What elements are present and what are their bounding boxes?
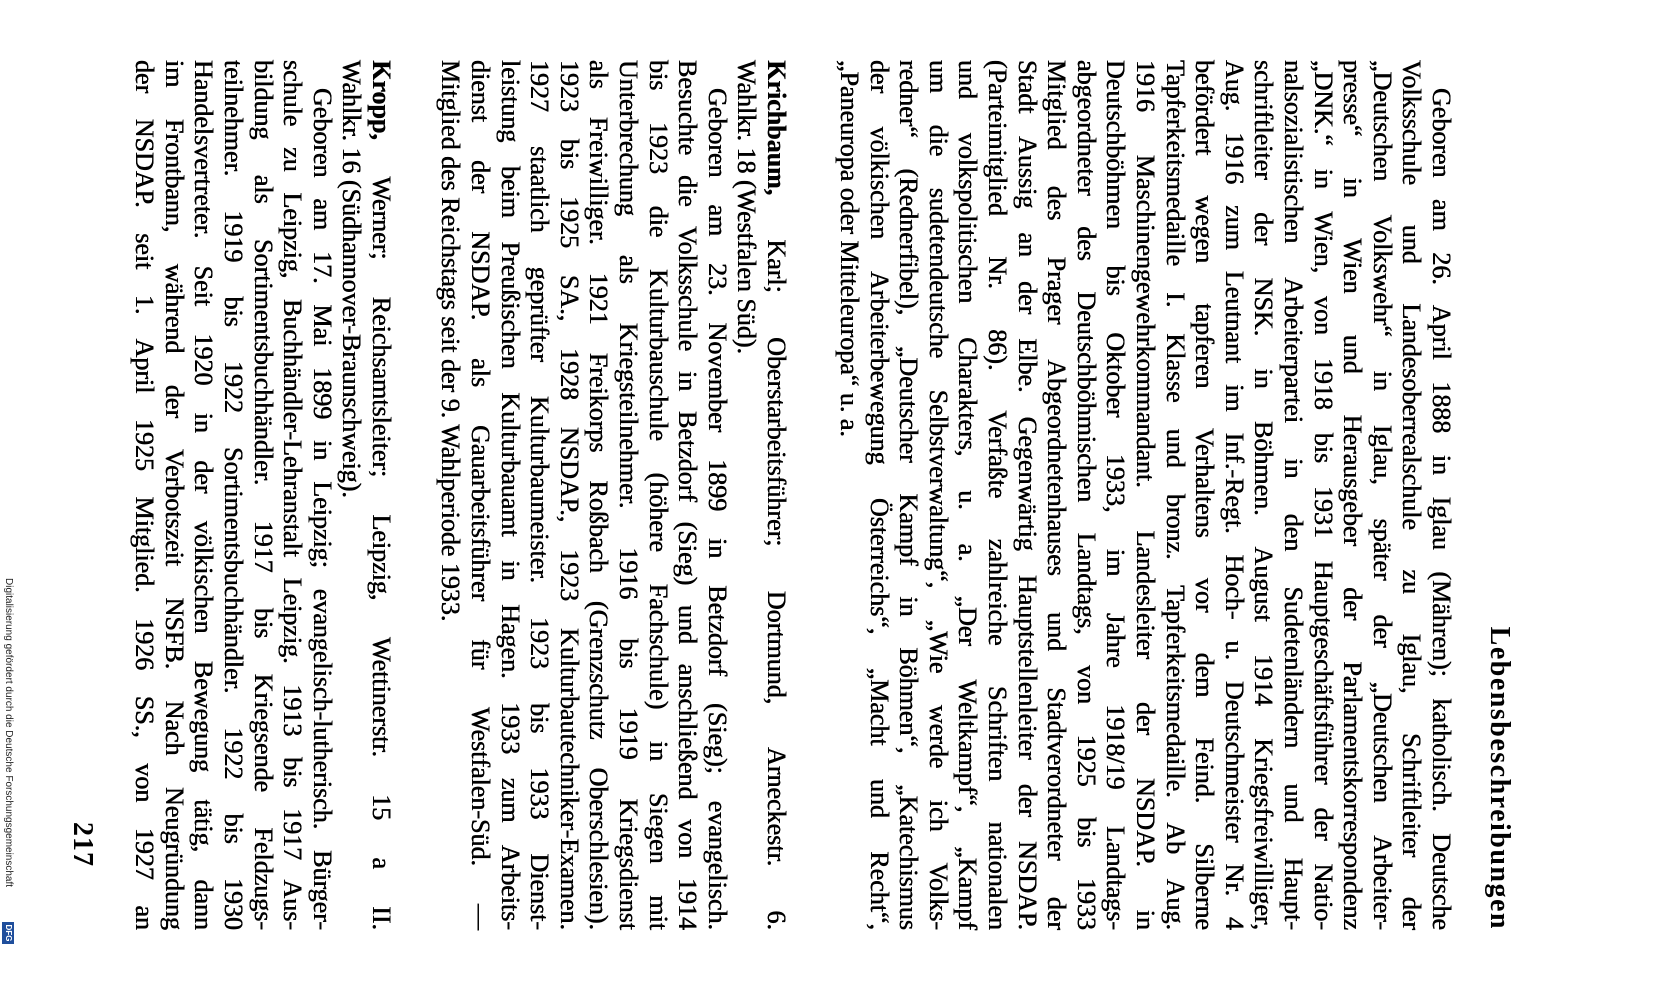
text-line: Besuchte die Volksschule in Betzdorf (Sieg) und anschließend von 1914 [673, 60, 703, 930]
text-line: leistung beim Preußischen Kulturbauamt in Hagen. 1933 zum Arbeits- [495, 60, 525, 930]
text-line: bis 1923 die Kulturbauschule (höhere Fachschule) in Siegen mit [643, 60, 673, 930]
entry-heading [366, 60, 396, 930]
text-line: „DNK.“ in Wien, von 1918 bis 1931 Hauptgeschäftsführer der Natio- [1308, 60, 1338, 930]
text-line: bildung als Sortimentsbuchhändler. 1917 bis Kriegsende Feldzugs- [248, 60, 278, 930]
entry-heading [761, 60, 791, 930]
text-line: Aug. 1916 zum Leutnant im Inf.-Regt. Hoch- u. Deutschmeister Nr. 4 [1219, 60, 1249, 930]
biography-entry [436, 60, 791, 930]
text-line: Deutschböhmen bis Oktober 1933, im Jahre 1918/19 Landtags- [1101, 60, 1131, 930]
text-line: Mitglied des Prager Abgeordnetenhauses und Stadtverordneter der [1042, 60, 1072, 930]
text-line: als Freiwilliger. 1921 Freikorps Roßbach (Grenzschutz Oberschlesien). [584, 60, 614, 930]
entry-heading-details: Werner; Reichsamtsleiter; Leipzig, Wettinerstr. 15 a II. [367, 176, 396, 931]
text-line: der NSDAP. seit 1. April 1925 Mitglied. 1926 SS., von 1927 an [130, 60, 160, 930]
text-line: Geboren am 17. Mai 1899 in Leipzig; evangelisch-lutherisch. Bürger- [307, 88, 337, 930]
text-line: „Paneuropa oder Mitteleuropa“ u. a. [835, 60, 865, 437]
text-line: Geboren am 26. April 1888 in Iglau (Mähren); katholisch. Deutsche [1427, 88, 1456, 930]
text-line: der völkischen Arbeiterbewegung Österreichs“, „Macht und Recht“, [864, 60, 894, 930]
text-line: 1916 Maschinengewehrkommandant. Landesleiter der NSDAP. in [1131, 60, 1161, 930]
text-line: schule zu Leipzig, Buchhändler-Lehranstalt Leipzig. 1913 bis 1917 Aus- [278, 60, 308, 930]
text-line: Mitglied des Reichstags seit der 9. Wahlperiode 1933. [436, 60, 466, 622]
text-line: 1923 bis 1925 SA., 1928 NSDAP., 1923 Kulturbautechniker-Examen. [554, 60, 584, 930]
person-name: Kropp, [367, 60, 396, 140]
text-line: dienst der NSDAP. als Gauarbeitsführer für Westfalen-Süd. — [466, 60, 496, 930]
text-line: Volksschule und Landesoberrealschule zu Iglau, Schriftleiter der [1397, 60, 1427, 930]
text-line: Wahlkr. 16 (Südhannover-Braunschweig). [337, 60, 367, 498]
text-line: Geboren am 23. November 1899 in Betzdorf (Sieg); evangelisch. [702, 88, 732, 930]
text-line: um die sudetendeutsche Selbstverwaltung“, „Wie werde ich Volks- [923, 60, 953, 930]
dfg-logo: DFG [2, 922, 14, 944]
text-line: schriftleiter der NSK. in Böhmen. August 1914 Kriegsfreiwilliger, [1249, 60, 1279, 930]
page-number: 217 [67, 822, 98, 867]
biography-entry [835, 60, 1456, 930]
text-line: im Frontbann, während der Verbotszeit NSFB. Nach Neugründung [159, 60, 189, 930]
entry-heading-details: Karl; Oberstarbeitsführer; Dortmund, Arneckestr. 6. [762, 239, 791, 930]
text-line: und volkspolitischen Charakters, u. a. „Der Weltkampf“, „Kampf [953, 60, 983, 930]
digitization-credit: Digitalisierung gefördert durch die Deutsche Forschungsgemeinschaft [3, 578, 14, 888]
text-line: Wahlkr. 18 (Westfalen Süd). [732, 60, 762, 355]
text-line: redner“ (Rednerfibel), „Deutscher Kampf in Böhmen“, „Katechismus [894, 60, 924, 930]
person-name: Krichbaum, [762, 60, 791, 196]
text-line: befördert wegen tapferen Verhaltens vor dem Feind. Silberne [1190, 60, 1220, 930]
text-line: Stadt Aussig an der Elbe. Gegenwärtig Hauptstellenleiter der NSDAP. [1012, 60, 1042, 930]
text-line: Handelsvertreter. Seit 1920 in der völkischen Bewegung tätig, dann [189, 60, 219, 930]
running-head: Lebensbeschreibungen [1484, 626, 1515, 930]
biography-entry [130, 60, 396, 930]
text-line: teilnehmer. 1919 bis 1922 Sortimentsbuchhändler. 1922 bis 1930 [219, 60, 249, 930]
text-line: Unterbrechung als Kriegsteilnehmer. 1916 bis 1919 Kriegsdienst [614, 60, 644, 930]
text-line: Tapferkeitsmedaille I. Klasse und bronz. Tapferkeitsmedaille. Ab Aug. [1160, 60, 1190, 930]
text-line: presse“ in Wien und Herausgeber der Parlamentskorrespondenz [1338, 60, 1368, 930]
text-line: nalsozialistischen Arbeiterpartei in den Sudetenländern und Haupt- [1279, 60, 1309, 930]
text-line: „Deutschen Volkswehr“ in Iglau, später der „Deutschen Arbeiter- [1367, 60, 1397, 930]
text-line: 1927 staatlich geprüfter Kulturbaumeister. 1923 bis 1933 Dienst- [525, 60, 555, 930]
text-line: (Parteimitglied Nr. 86). Verfaßte zahlreiche Schriften nationalen [983, 60, 1013, 930]
text-line: abgeordneter des Deutschböhmischen Landtags, von 1925 bis 1933 [1071, 60, 1101, 930]
